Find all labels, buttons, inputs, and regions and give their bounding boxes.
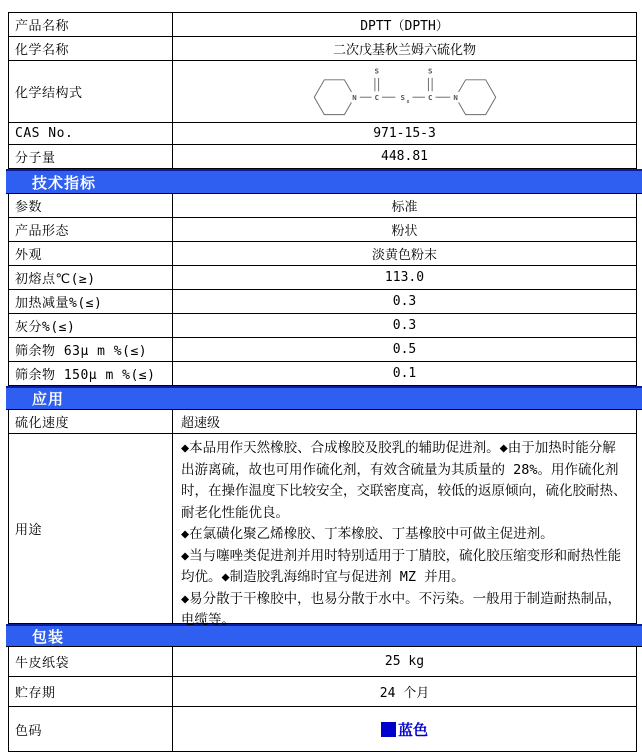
spec-row-molecular-weight — [8, 145, 637, 169]
row-value: 24 个月 — [379, 686, 430, 701]
row-label: 灰分%(≤) — [9, 314, 173, 337]
row-label: 牛皮纸袋 — [9, 647, 173, 676]
row-value: 113.0 — [384, 270, 425, 285]
row-label: 筛余物 63μ m %(≤) — [9, 338, 173, 361]
atom-s-top-left: S — [374, 65, 379, 75]
row-label: 初熔点℃(≥) — [9, 266, 173, 289]
atom-c-left: C — [374, 92, 379, 102]
row-label: 用途 — [9, 434, 173, 623]
row-value: 0.1 — [392, 366, 417, 381]
spec-row-usage — [8, 434, 637, 628]
row-label: 分子量 — [9, 145, 173, 168]
spec-row-residue-63um — [8, 338, 637, 362]
atom-n-right: N — [452, 92, 458, 102]
section-header-technical-indicators: 技术指标 — [6, 169, 642, 194]
usage-paragraph: ◆当与噻唑类促进剂并用时特别适用于丁腈胶，硫化胶压缩变形和耐热性能均优。◆制造胶乳海绵时宜与促进剂 MZ 并用。 — [181, 547, 622, 585]
row-label: 参数 — [9, 194, 173, 217]
row-label: 产品形态 — [9, 218, 173, 241]
atom-n-left: N — [351, 92, 357, 102]
color-code-text: 蓝色 — [397, 720, 428, 739]
spec-row-product-name — [8, 12, 637, 37]
color-code-value — [381, 719, 428, 740]
spec-row-cure-speed — [8, 410, 637, 434]
spec-row-melting-point — [8, 266, 637, 290]
usage-paragraph: ◆在氯磺化聚乙烯橡胶、丁苯橡胶、丁基橡胶中可做主促进剂。 — [181, 526, 554, 542]
row-label: 硫化速度 — [9, 410, 173, 433]
spec-row-storage-period — [8, 677, 637, 707]
section-header-packaging: 包装 — [6, 624, 642, 647]
row-label: 外观 — [9, 242, 173, 265]
spec-row-appearance — [8, 242, 637, 266]
row-value: 0.3 — [392, 294, 417, 309]
atom-s-mid-subscript: x — [406, 99, 409, 105]
row-label: 化学名称 — [9, 37, 173, 60]
row-value: 0.5 — [392, 342, 417, 357]
spec-row-chemical-name — [8, 37, 637, 61]
spec-table — [8, 12, 637, 752]
row-label: 色码 — [9, 707, 173, 751]
chemical-structure-diagram — [260, 63, 550, 121]
spec-row-ash-content — [8, 314, 637, 338]
row-value — [173, 707, 636, 751]
section-header-application: 应用 — [6, 386, 642, 410]
row-value: 0.3 — [392, 318, 417, 333]
row-value: 粉状 — [391, 224, 418, 239]
atom-s-top-right: S — [427, 65, 433, 75]
row-label: 加热减量%(≤) — [9, 290, 173, 313]
row-label: 化学结构式 — [9, 61, 173, 122]
spec-row-heating-loss — [8, 290, 637, 314]
row-value: DPTT（DPTH） — [360, 19, 449, 34]
spec-row-color-code — [8, 707, 637, 752]
spec-row-product-form — [8, 218, 637, 242]
usage-text — [173, 434, 636, 628]
spec-row-cas-number — [8, 123, 637, 145]
spec-row-chemical-structure — [8, 61, 637, 123]
row-value: 超速级 — [181, 416, 221, 431]
atom-c-right: C — [427, 92, 433, 102]
row-value — [173, 61, 636, 122]
row-value: 淡黄色粉末 — [371, 248, 437, 263]
row-label: 筛余物 150μ m %(≤) — [9, 362, 173, 385]
usage-paragraph: ◆本品用作天然橡胶、合成橡胶及胶乳的辅助促进剂。◆由于加热时能分解出游离硫，故也可用作硫化剂，有效含硫量为其质量的 28%。用作硫化剂时，在操作温度下比较安全，交联密度高，较低的返原倾向，硫化胶耐热、耐老化性能优良。 — [181, 440, 627, 521]
row-label: 产品名称 — [9, 13, 173, 36]
atom-s-mid: S — [400, 92, 405, 102]
row-value: 标准 — [391, 200, 418, 215]
row-value: 25 kg — [384, 654, 425, 669]
spec-row-parameter — [8, 194, 637, 218]
row-value: 二次戊基秋兰姆六硫化物 — [332, 43, 476, 58]
row-value: 448.81 — [381, 149, 428, 164]
row-label: CAS No. — [9, 123, 173, 144]
blue-color-swatch-icon — [381, 722, 396, 737]
spec-row-residue-150um — [8, 362, 637, 386]
usage-paragraph: ◆易分散于干橡胶中，也易分散于水中。不污染。一般用于制造耐热制品，电缆等。 — [181, 590, 622, 628]
spec-row-kraft-bag — [8, 647, 637, 677]
row-value: 971-15-3 — [373, 126, 436, 141]
row-label: 贮存期 — [9, 677, 173, 706]
